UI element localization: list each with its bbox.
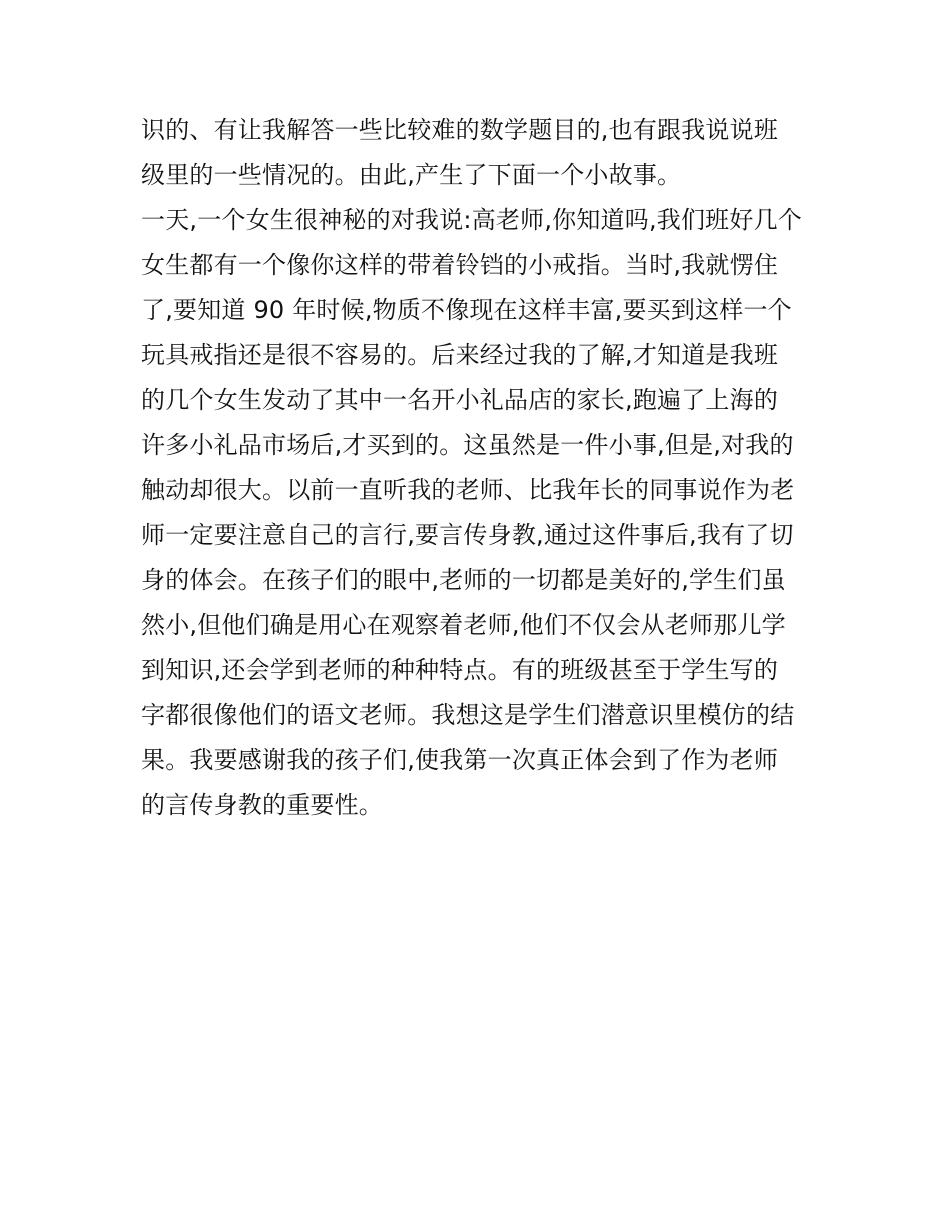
text-line-10: 师一定要注意自己的言行,要言传身教,通过这件事后,我有了切 <box>141 521 794 549</box>
text-line-5: 了,要知道 90 年时候,物质不像现在这样丰富,要买到这样一个 <box>141 296 792 324</box>
text-line-14: 字都很像他们的语文老师。我想这是学生们潜意识里模仿的结 <box>141 701 795 729</box>
text-line-9: 触动却很大。以前一直听我的老师、比我年长的同事说作为老 <box>141 476 795 504</box>
text-line-2: 级里的一些情况的。由此,产生了下面一个小故事。 <box>141 161 682 189</box>
text-line-4: 女生都有一个像你这样的带着铃铛的小戒指。当时,我就愣住 <box>141 251 779 279</box>
text-line-8: 许多小礼品市场后,才买到的。这虽然是一件小事,但是,对我的 <box>141 431 794 459</box>
text-line-13: 到知识,还会学到老师的种种特点。有的班级甚至于学生写的 <box>141 656 779 684</box>
body-text <box>141 108 821 828</box>
text-line-1: 识的、有让我解答一些比较难的数学题目的,也有跟我说说班 <box>141 116 779 144</box>
text-line-15: 果。我要感谢我的孩子们,使我第一次真正体会到了作为老师 <box>141 746 779 774</box>
text-line-11: 身的体会。在孩子们的眼中,老师的一切都是美好的,学生们虽 <box>141 566 786 594</box>
text-line-7: 的几个女生发动了其中一名开小礼品店的家长,跑遍了上海的 <box>141 386 779 414</box>
text-line-12: 然小,但他们确是用心在观察着老师,他们不仅会从老师那儿学 <box>141 611 786 639</box>
text-line-6: 玩具戒指还是很不容易的。后来经过我的了解,才知道是我班 <box>141 341 779 369</box>
text-line-16: 的言传身教的重要性。 <box>141 791 383 819</box>
text-line-3: 一天,一个女生很神秘的对我说:高老师,你知道吗,我们班好几个 <box>141 206 802 234</box>
